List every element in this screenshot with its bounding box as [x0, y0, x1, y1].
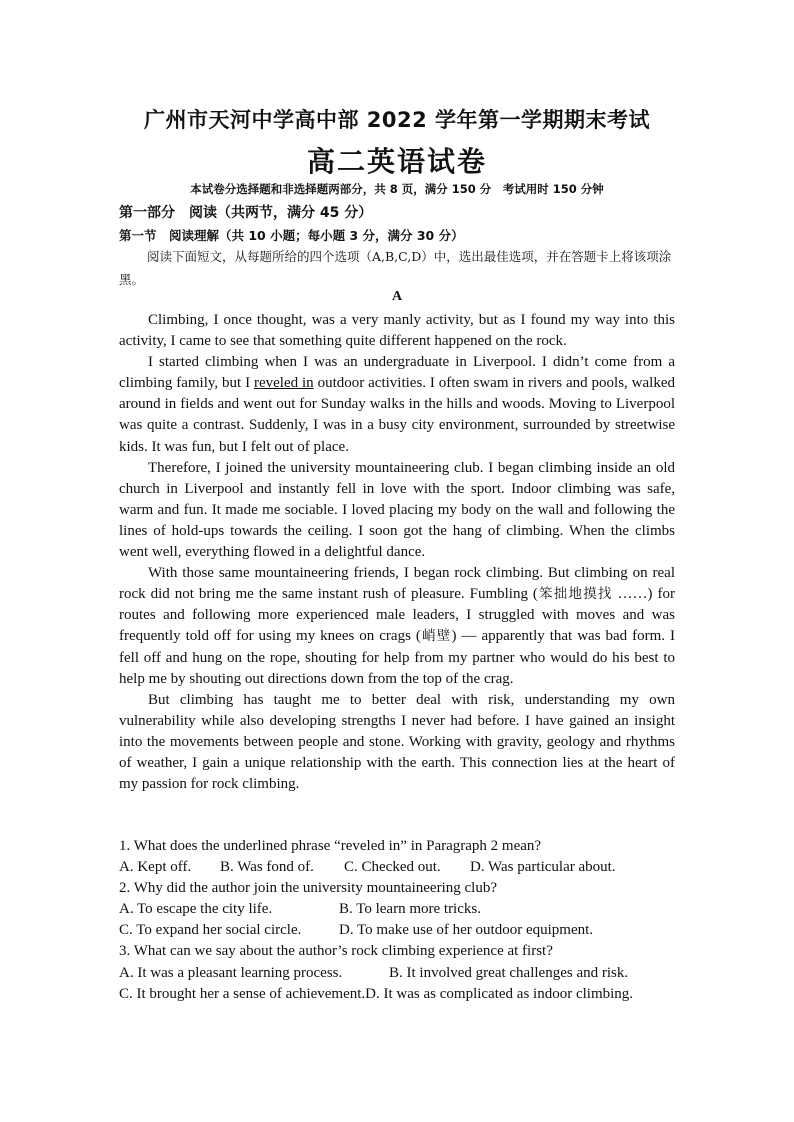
option-c: C. It brought her a sense of achievement.: [119, 985, 366, 1002]
question-stem: 2. Why did the author join the university mountaineering club?: [119, 880, 497, 897]
question-2: [119, 878, 679, 941]
gloss-crags: 峭壁: [420, 628, 452, 645]
reading-passage: [119, 310, 675, 795]
instructions: 阅读下面短文，从每题所给的四个选项（A,B,C,D）中，选出最佳选项，并在答题卡上将该项涂黑。: [119, 249, 672, 287]
subsection-heading: 第一节 阅读理解（共 10 小题；每小题 3 分，满分 30 分）: [119, 228, 464, 243]
exam-title: 广州市天河中学高中部 2022 学年第一学期期末考试: [143, 108, 651, 132]
paragraph-1: Climbing, I once thought, was a very manly activity, but as I found my way into this activity, I came to see that something quite different happened on the rock.: [119, 312, 675, 350]
option-c: C. Checked out.: [344, 859, 441, 876]
option-c: C. To expand her social circle.: [119, 922, 302, 939]
option-row: [119, 920, 679, 941]
paragraph-3: Therefore, I joined the university mountaineering club. I began climbing inside an old church in Liverpool and instantly fell in love with the sport. Indoor climbing was safe, warm and fun. It made me sociable. I loved placing my body on the wall and following the lines of hold-ups towards the ceiling. I soon got the hang of climbing. When the climbs went well, everything flowed in a delightful dance.: [119, 459, 675, 561]
option-a: A. It was a pleasant learning process.: [119, 964, 343, 981]
option-d: D. It was as complicated as indoor climbing.: [365, 985, 634, 1002]
option-a: A. To escape the city life.: [119, 901, 273, 918]
paragraph-4-text-a: With those same mountaineering friends, I began rock climbing. But climbing on real rock did not bring me the same instant rush of pleasure. Fumbling (: [119, 565, 675, 603]
option-row: [119, 857, 679, 878]
exam-info: 本试卷分选择题和非选择题两部分，共 8 页，满分 150 分 考试用时 150 分钟: [190, 182, 604, 196]
option-d: D. Was particular about.: [470, 859, 616, 876]
option-b: B. Was fond of.: [220, 859, 314, 876]
paragraph-4-text-b: ……) for routes and following more experienced male leaders, I struggled with moves and was frequently told off for using my knees on crags (: [119, 586, 675, 645]
gloss-fumbling: 笨拙地摸找: [537, 586, 613, 603]
part-heading: 第一部分 阅读（共两节，满分 45 分）: [119, 205, 373, 221]
underlined-phrase: reveled in: [253, 375, 314, 392]
option-row: [119, 984, 679, 1005]
paragraph-4: [119, 563, 675, 690]
paragraph-5: But climbing has taught me to better deal with risk, understanding my own vulnerability while also developing strengths I never had before. I have gained an insight into the movements between people and stone. Working with gravity, geology and rhythms of weather, I gain a unique relationship with the earth. This connection lies at the heart of my passion for rock climbing.: [119, 691, 675, 793]
paragraph-4-text-c: ) — apparently that was bad form. I fell off and hung on the rope, shouting for help from my partner who would do his best to help me by shouting out directions down from the top of the crag.: [119, 628, 675, 687]
paragraph-2: [119, 352, 675, 457]
option-d: D. To make use of her outdoor equipment.: [339, 922, 594, 939]
option-b: B. It involved great challenges and risk.: [389, 964, 629, 981]
option-a: A. Kept off.: [119, 859, 192, 876]
option-row: [119, 899, 679, 920]
question-3: [119, 941, 679, 1004]
option-row: [119, 963, 679, 984]
option-b: B. To learn more tricks.: [339, 901, 481, 918]
passage-letter: A: [391, 289, 403, 304]
exam-subject-title: 高二英语试卷: [306, 145, 487, 178]
question-1: [119, 836, 679, 878]
question-stem: 3. What can we say about the author’s rock climbing experience at first?: [119, 943, 553, 960]
paragraph-2-text-b: outdoor activities. I often swam in rivers and pools, walked around in fields and went out for Sunday walks in the hills and woods. Moving to Liverpool was quite a contrast. Suddenly, I was in a busy city environment, surrounded by streetwise kids. It was fun, but I felt out of place.: [119, 375, 676, 455]
question-list: [119, 836, 679, 1005]
paragraph-2-text-a: I started climbing when I was an undergraduate in Liverpool. I didn’t come from a climbing family, but I: [119, 354, 675, 392]
question-stem: 1. What does the underlined phrase “reveled in” in Paragraph 2 mean?: [119, 838, 542, 854]
